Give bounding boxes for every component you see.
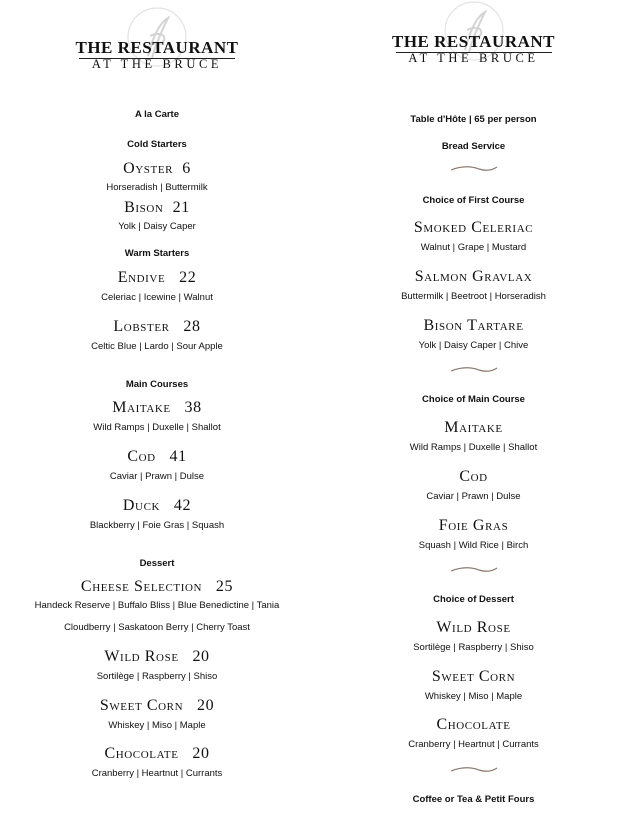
dish-description: Cranberry | Heartnut | Currants bbox=[91, 768, 223, 779]
dish-name: Maitake 38 bbox=[112, 399, 202, 416]
dish-description: Sortilège | Raspberry | Shiso bbox=[96, 671, 218, 682]
dish-description: Yolk | Daisy Caper bbox=[118, 221, 196, 232]
section-heading-cold-starters: Cold Starters bbox=[127, 139, 187, 150]
dish-description: Caviar | Prawn | Dulse bbox=[426, 491, 521, 502]
dish-description: Walnut | Grape | Mustard bbox=[420, 242, 527, 253]
restaurant-logo bbox=[0, 6, 314, 76]
dish-name: Salmon Gravlax bbox=[414, 268, 533, 285]
dish-name: Cod bbox=[459, 468, 488, 485]
dish-name: Cheese Selection 25 bbox=[80, 578, 234, 595]
dish-description: Buttermilk | Beetroot | Horseradish bbox=[401, 291, 546, 302]
logo-subtitle: AT THE BRUCE bbox=[91, 57, 223, 71]
dish-description: Cloudberry | Saskatoon Berry | Cherry Toast bbox=[64, 622, 250, 633]
section-heading-main-courses: Main Courses bbox=[125, 379, 189, 390]
dish-description: Caviar | Prawn | Dulse bbox=[109, 471, 205, 482]
dish-description: Blackberry | Foie Gras | Squash bbox=[89, 520, 225, 531]
dish-description: Celtic Blue | Lardo | Sour Apple bbox=[91, 341, 223, 352]
dish-description: Wild Ramps | Duxelle | Shallot bbox=[409, 442, 538, 453]
logo-title: THE RESTAURANT bbox=[75, 38, 239, 57]
dish-description: Squash | Wild Rice | Birch bbox=[418, 540, 529, 551]
swirl-divider-icon bbox=[449, 766, 499, 774]
closing-line: Coffee or Tea & Petit Fours bbox=[412, 794, 535, 805]
dish-name: Bison Tartare bbox=[423, 317, 524, 334]
dish-name: Chocolate bbox=[436, 716, 511, 733]
dish-name: Chocolate 20 bbox=[104, 745, 210, 762]
dish-name: Smoked Celeriac bbox=[413, 219, 534, 236]
dish-description: Horseradish | Buttermilk bbox=[106, 182, 208, 193]
dish-description: Whiskey | Miso | Maple bbox=[424, 691, 523, 702]
restaurant-logo bbox=[318, 0, 629, 70]
swirl-divider-icon bbox=[449, 566, 499, 574]
section-heading-bread-service: Bread Service bbox=[441, 141, 506, 152]
swirl-divider-icon bbox=[449, 165, 499, 173]
dish-description: Celeriac | Icewine | Walnut bbox=[101, 292, 213, 303]
dish-name: Maitake bbox=[444, 419, 503, 436]
dish-description: Sortilège | Raspberry | Shiso bbox=[413, 642, 534, 653]
dish-name: Duck 42 bbox=[122, 497, 192, 514]
section-heading-main-course: Choice of Main Course bbox=[422, 394, 525, 405]
dish-name: Cod 41 bbox=[127, 448, 187, 465]
logo-subtitle: AT THE BRUCE bbox=[408, 51, 539, 65]
swirl-divider-icon bbox=[449, 366, 499, 374]
dish-description: Whiskey | Miso | Maple bbox=[108, 720, 206, 731]
dish-name: Sweet Corn 20 bbox=[99, 697, 215, 714]
dish-name: Wild Rose bbox=[436, 619, 511, 636]
logo-title: THE RESTAURANT bbox=[391, 32, 556, 51]
section-heading-dessert: Choice of Dessert bbox=[433, 594, 514, 605]
menu-title: Table d'Hôte | 65 per person bbox=[410, 114, 537, 125]
dish-description: Cranberry | Heartnut | Currants bbox=[408, 739, 539, 750]
dish-name: Foie Gras bbox=[438, 517, 509, 534]
dish-name: Bison 21 bbox=[124, 199, 190, 216]
menu-title: A la Carte bbox=[135, 109, 179, 120]
dish-name: Sweet Corn bbox=[431, 668, 516, 685]
dish-description: Yolk | Daisy Caper | Chive bbox=[418, 340, 529, 351]
dish-name: Wild Rose 20 bbox=[104, 648, 210, 665]
dish-name: Oyster 6 bbox=[123, 160, 191, 177]
dish-name: Endive 22 bbox=[117, 269, 197, 286]
dish-name: Lobster 28 bbox=[113, 318, 201, 335]
section-heading-warm-starters: Warm Starters bbox=[124, 248, 190, 259]
dish-description: Handeck Reserve | Buffalo Bliss | Blue Benedictine | Tania bbox=[34, 600, 280, 611]
section-heading-dessert: Dessert bbox=[139, 558, 175, 569]
dish-description: Wild Ramps | Duxelle | Shallot bbox=[93, 422, 221, 433]
section-heading-first-course: Choice of First Course bbox=[422, 195, 525, 206]
